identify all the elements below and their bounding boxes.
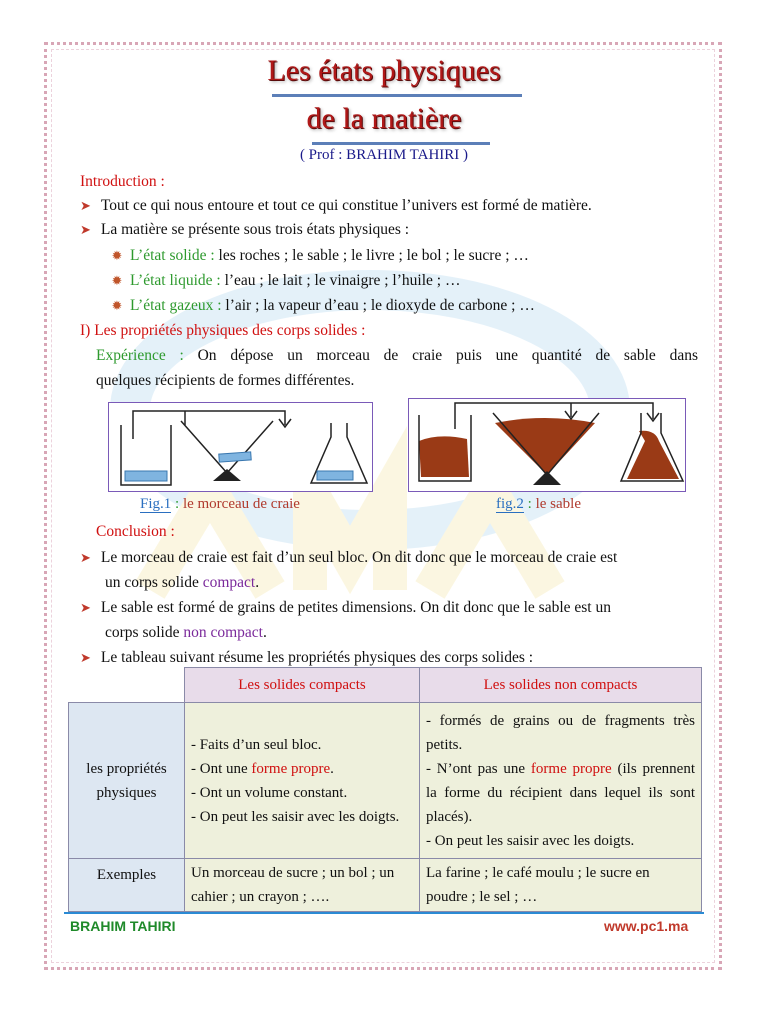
cell-non-compact-examples: La farine ; le café moulu ; le sucre en poudre ; le sel ; … bbox=[420, 859, 702, 912]
state-liquid: ✹ L’état liquide : l’eau ; le lait ; le vinaigre ; l’huile ; … bbox=[110, 271, 460, 292]
intro-bullet-1: ➤ Tout ce qui nous entoure et tout ce qui constitue l’univers est formé de matière. bbox=[80, 197, 592, 214]
conclusion-1-line-1: ➤ Le morceau de craie est fait d’un seul bloc. On dit donc que le morceau de craie est bbox=[80, 549, 618, 566]
conclusion-2-line-1: ➤ Le sable est formé de grains de petites dimensions. On dit donc que le sable est un bbox=[80, 599, 611, 616]
title-line-2: de la matière bbox=[306, 102, 462, 135]
figure-1-chalk bbox=[108, 402, 373, 492]
footer-author: BRAHIM TAHIRI bbox=[70, 918, 176, 934]
arrow-icon: ➤ bbox=[80, 551, 91, 566]
section-1-heading: I) Les propriétés physiques des corps solides : bbox=[80, 322, 366, 339]
author: ( Prof : BRAHIM TAHIRI ) bbox=[299, 147, 469, 163]
intro-heading: Introduction : bbox=[80, 173, 165, 190]
state-solid: ✹ L’état solide : les roches ; le sable ; le livre ; le bol ; le sucre ; … bbox=[110, 246, 529, 267]
conclusion-heading: Conclusion : bbox=[96, 523, 175, 540]
arrow-icon: ➤ bbox=[80, 651, 91, 666]
arrow-icon: ➤ bbox=[80, 601, 91, 616]
cell-non-compact-properties: - formés de grains ou de fragments très petits. - N’ont pas une forme propre (ils prennent la forme du récipient dans lequel ils sont placés). - On peut les saisir avec les doigts. bbox=[420, 703, 702, 859]
table-corner bbox=[69, 668, 185, 703]
arrow-icon: ➤ bbox=[80, 199, 91, 214]
properties-table bbox=[68, 667, 702, 912]
footer-divider bbox=[64, 912, 704, 914]
title-line-1: Les états physiques bbox=[267, 54, 501, 87]
conclusion-2-line-2: corps solide non compact. bbox=[105, 624, 267, 641]
star-icon: ✹ bbox=[111, 299, 123, 314]
row-label-examples: Exemples bbox=[69, 859, 185, 912]
star-icon: ✹ bbox=[111, 249, 123, 264]
star-icon: ✹ bbox=[111, 274, 123, 289]
conclusion-3: ➤ Le tableau suivant résume les propriétés physiques des corps solides : bbox=[80, 649, 534, 666]
experience-line-1: Expérience : On dépose un morceau de craie puis une quantité de sable dans bbox=[96, 347, 698, 364]
header-non-compact: Les solides non compacts bbox=[420, 668, 702, 703]
row-label-properties: les propriétés physiques bbox=[69, 703, 185, 859]
footer-website-link[interactable]: www.pc1.ma bbox=[604, 918, 689, 934]
cell-compact-examples: Un morceau de sucre ; un bol ; un cahier ; un crayon ; …. bbox=[185, 859, 420, 912]
figure-1-drawing bbox=[109, 403, 372, 491]
figure-2-sand bbox=[408, 398, 686, 492]
figure-2-caption: fig.2 : le sable bbox=[496, 496, 581, 512]
figure-1-caption: Fig.1 : le morceau de craie bbox=[140, 496, 300, 512]
cell-compact-properties: - Faits d’un seul bloc. - Ont une forme propre. - Ont un volume constant. - On peut les saisir avec les doigts. bbox=[185, 703, 420, 859]
experience-line-2: quelques récipients de formes différentes. bbox=[96, 372, 355, 389]
title-underline-2 bbox=[312, 142, 490, 145]
state-gas: ✹ L’état gazeux : l’air ; la vapeur d’eau ; le dioxyde de carbone ; … bbox=[110, 296, 535, 317]
arrow-icon: ➤ bbox=[80, 223, 91, 238]
title-underline-1 bbox=[272, 94, 522, 97]
conclusion-1-line-2: un corps solide compact. bbox=[105, 574, 260, 591]
figure-2-drawing bbox=[409, 399, 685, 491]
header-compact: Les solides compacts bbox=[185, 668, 420, 703]
intro-bullet-2: ➤ La matière se présente sous trois états physiques : bbox=[80, 221, 410, 238]
